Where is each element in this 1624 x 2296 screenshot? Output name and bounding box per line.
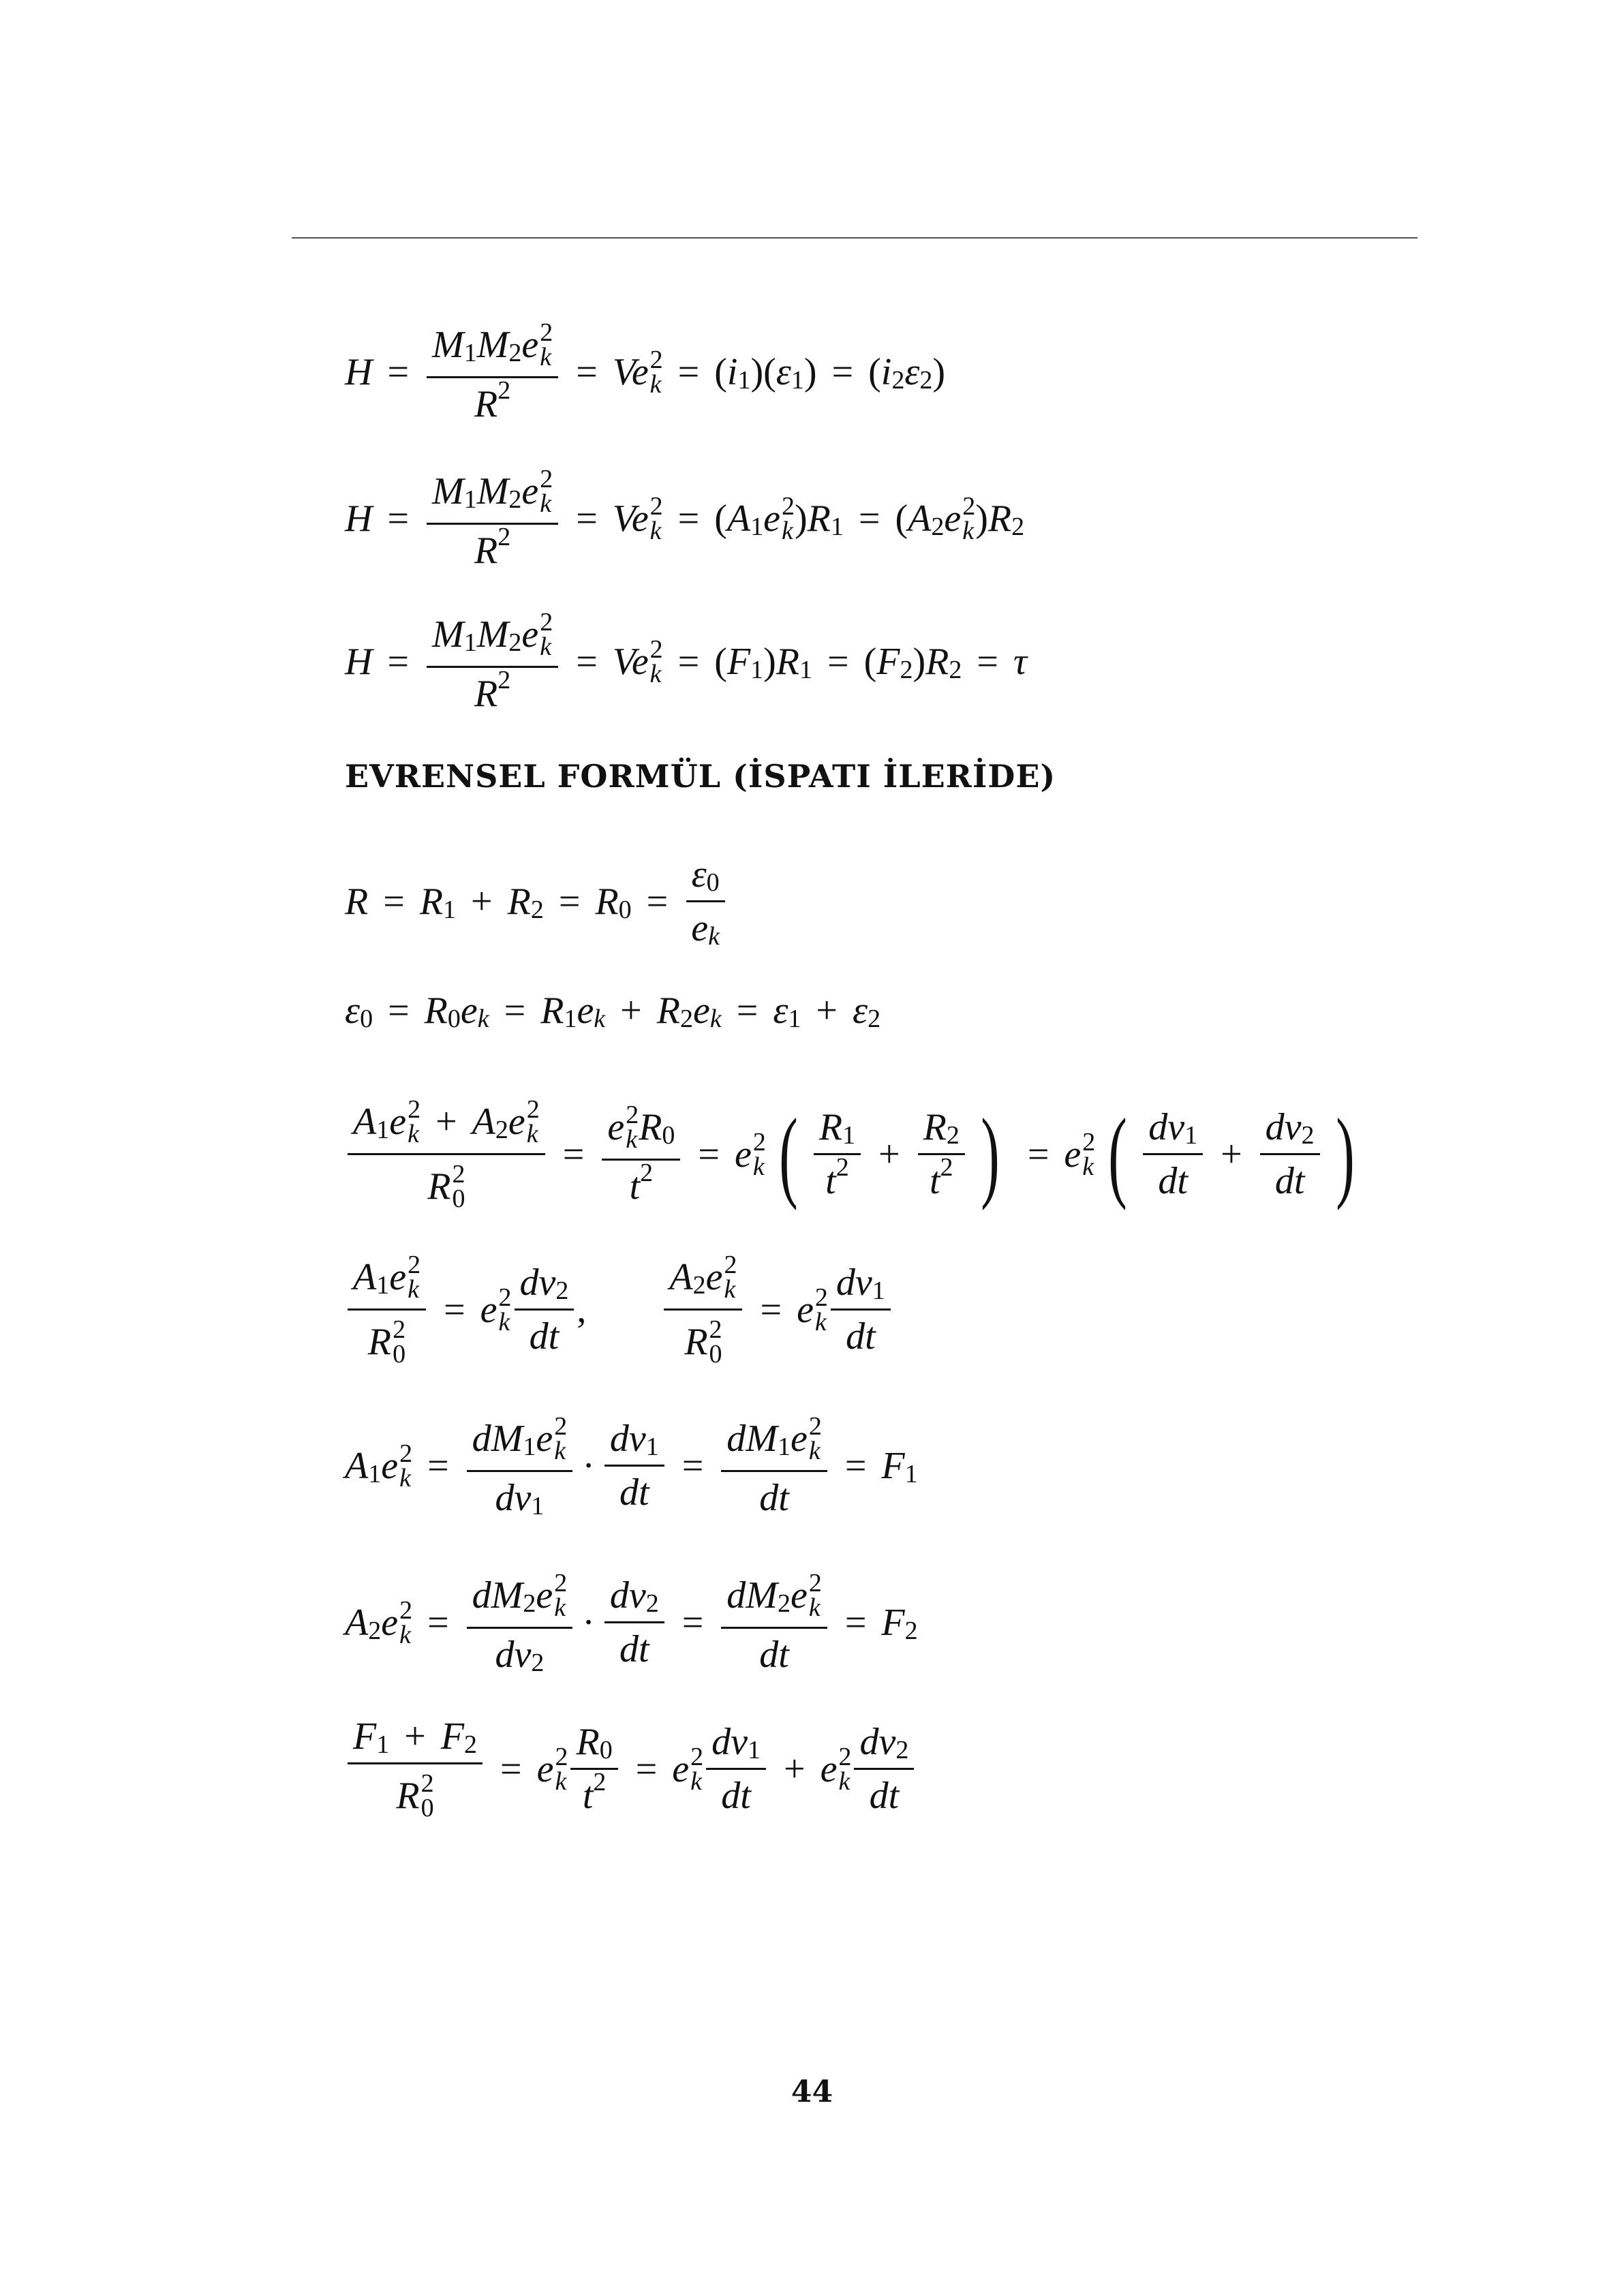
equation-1: H = M 1 M 2 e 2 k R 2 = Ve 2 k = ( i 1 )( ε 1 ) = ( i 2 ε 2 ) [345,318,946,426]
section-heading: EVRENSEL FORMÜL (İSPATI İLERİDE) [345,758,1056,795]
equation-9: A 2 e 2 k = dM 2 e 2 k dv 2 · dv 2 dt = dM 2 e 2 k dt = F 2 [345,1569,918,1678]
equation-2: H = M 1 M 2 e 2 k R 2 = Ve 2 k = ( A 1 e 2 k ) R 1 = ( A 2 e 2 k ) R 2 [345,465,1025,572]
page-number: 44 [791,2075,833,2109]
equation-6: A 1 e 2 k + A 2 e 2 k R 2 0 = e 2 k R 0 t 2 = e 2 k ( R 1 t 2 + R 2 t 2 ) = e 2 k ( dv 1 dt + dv 2 dt ) [345,1097,1367,1211]
equation-4: R = R 1 + R 2 = R 0 = ε 0 e k [345,855,728,947]
equation-5: ε 0 = R 0 e k = R 1 e k + R 2 e k = ε 1 + ε 2 [345,990,881,1033]
equation-10: F 1 + F 2 R 2 0 = e 2 k R 0 t 2 = e 2 k dv 1 dt + e 2 k dv 2 dt [345,1717,917,1820]
header-rule [292,237,1418,239]
equation-7: A 1 e 2 k R 2 0 = e 2 k dv 2 dt , A 2 e 2 k R 2 0 = e 2 k dv 1 dt [345,1253,893,1366]
equation-8: A 1 e 2 k = dM 1 e 2 k dv 1 · dv 1 dt = dM 1 e 2 k dt = F 1 [345,1412,918,1521]
equation-3: H = M 1 M 2 e 2 k R 2 = Ve 2 k = ( F 1 ) R 1 = ( F 2 ) R 2 = τ [345,608,1027,716]
